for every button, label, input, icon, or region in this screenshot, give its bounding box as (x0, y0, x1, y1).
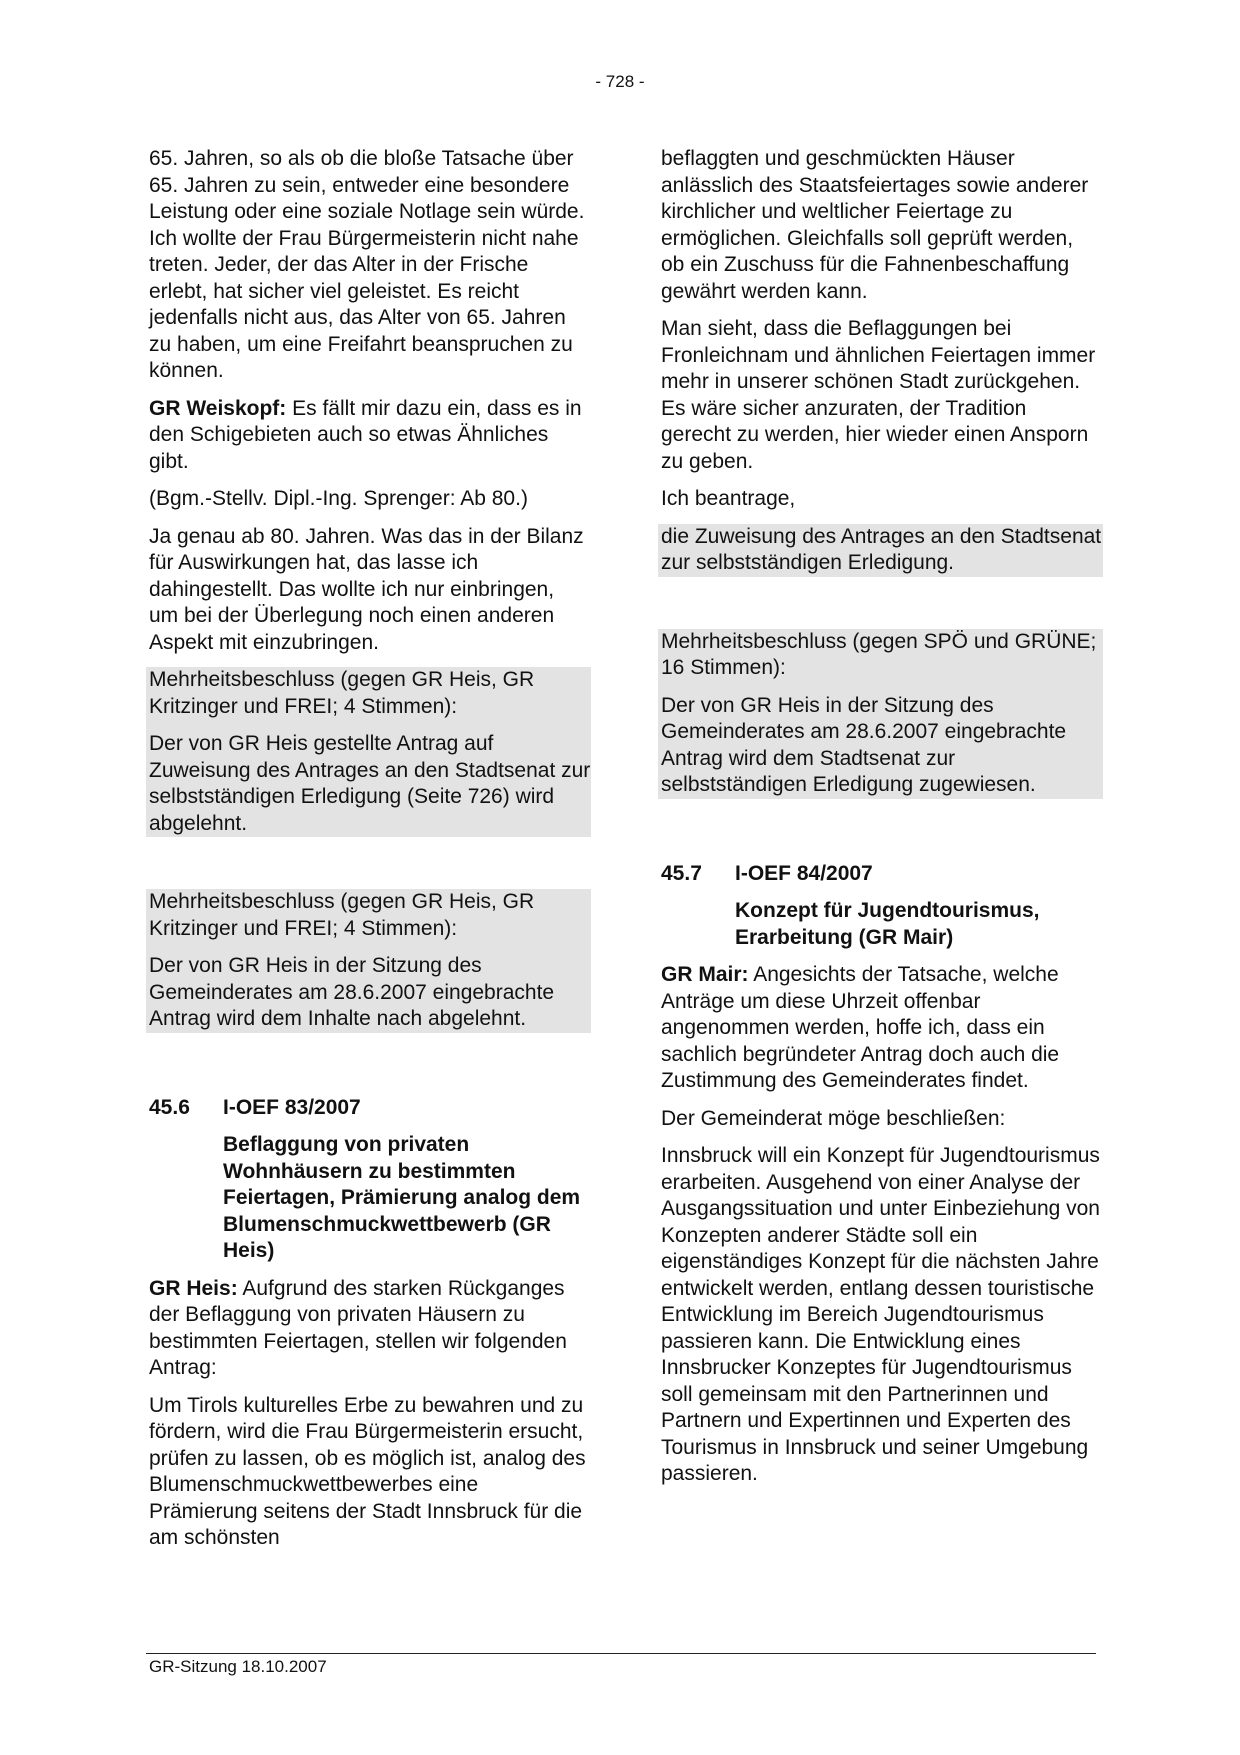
footer-text: GR-Sitzung 18.10.2007 (149, 1657, 327, 1676)
concept-paragraph: Innsbruck will ein Konzept für Jugendtourismus erarbeiten. Ausgehend von einer Analyse der Ausgangssituation und unter Einbeziehung von Konzepten anderer Städte soll ein eigenständiges Konzept für die nächsten Jahre entwickelt werden, entlang dessen touristische Entwicklung im Bereich Jugendtourismus passieren kann. Die Entwicklung eines Innsbrucker Konzeptes für Jugendtourismus soll gemeinsam mit den Partnerinnen und Partnern und Expertinnen und Experten des Tourismus in Innsbruck und seiner Umgebung passieren. (661, 1144, 1100, 1485)
left-column (146, 146, 591, 1563)
council-resolves: Der Gemeinderat möge beschließen: (661, 1106, 1006, 1130)
agenda-item-number: 45.7 (661, 861, 702, 885)
agenda-item-heading (149, 1095, 588, 1122)
footer-divider (146, 1653, 1096, 1654)
spacer (146, 1033, 588, 1095)
speaker-label: GR Heis: (149, 1276, 238, 1300)
resolution-title: Mehrheitsbeschluss (gegen SPÖ und GRÜNE; 16 Stimmen): (661, 629, 1097, 679)
spacer (658, 799, 1100, 861)
spacer (146, 837, 588, 889)
statement-text: Es fällt mir dazu ein, dass es in den Schigebieten auch so etwas Ähnliches gibt. (149, 396, 582, 473)
request-body: die Zuweisung des Antrages an den Stadtsenat zur selbstständigen Erledigung. (661, 524, 1102, 574)
agenda-item-title: Beflaggung von privaten Wohnhäusern zu bestimmten Feiertagen, Prämierung analog dem Blumenschmuckwettbewerb (GR Heis) (223, 1133, 581, 1262)
observation-paragraph: Man sieht, dass die Beflaggungen bei Fronleichnam und ähnlichen Feiertagen immer mehr in unserer schönen Stadt zurückgehen. Es wäre sicher anzuraten, der Tradition gerecht zu werden, hier wieder einen Ansporn zu geben. (661, 317, 1096, 473)
resolution-title: Mehrheitsbeschluss (gegen GR Heis, GR Kritzinger und FREI; 4 Stimmen): (149, 890, 535, 940)
resolution-text: Der von GR Heis in der Sitzung des Gemeinderates am 28.6.2007 eingebrachte Antrag wird dem Inhalte nach abgelehnt. (149, 954, 555, 1030)
heis-statement (146, 1276, 588, 1382)
weiskopf-statement (146, 396, 588, 476)
statement-text: Angesichts der Tatsache, welche Anträge um diese Uhrzeit offenbar angenommen werden, hoffe ich, dass ein sachlich begründeter Antrag doch auch die Zustimmung des Gemeinderates findet. (661, 963, 1060, 1092)
request-box (658, 524, 1103, 577)
resolution-title: Mehrheitsbeschluss (gegen GR Heis, GR Kritzinger und FREI; 4 Stimmen): (149, 668, 535, 718)
agenda-item-code: I-OEF 84/2007 (735, 861, 873, 885)
agenda-item-number: 45.6 (149, 1095, 190, 1119)
resolution-box (146, 889, 591, 1033)
reply-paragraph: Ja genau ab 80. Jahren. Was das in der Bilanz für Auswirkungen hat, das lasse ich dahingestellt. Das wollte ich nur einbringen, um bei der Überlegung noch einen anderen Aspekt mit einzubringen. (149, 524, 584, 654)
mair-statement (658, 962, 1100, 1095)
motion-paragraph: Um Tirols kulturelles Erbe zu bewahren und zu fördern, wird die Frau Bürgermeisterin ersucht, prüfen zu lassen, ob es möglich ist, analog des Blumenschmuckwettbewerbes eine Prämierung seitens der Stadt Innsbruck für die am schönsten (149, 1393, 586, 1549)
resolution-text: Der von GR Heis gestellte Antrag auf Zuweisung des Antrages an den Stadtsenat zur selbstständigen Erledigung (Seite 726) wird abgelehnt. (149, 732, 591, 835)
continuation-paragraph: beflaggten und geschmückten Häuser anlässlich des Staatsfeiertages sowie anderer kirchlicher und weltlicher Feiertage zu ermöglichen. Gleichfalls soll geprüft werden, ob ein Zuschuss für die Fahnenbeschaffung gewährt werden kann. (661, 147, 1089, 303)
statement-text: Aufgrund des starken Rückganges der Beflaggung von privaten Häusern zu bestimmten Feiertagen, stellen wir folgenden Antrag: (149, 1276, 567, 1379)
speaker-label: GR Mair: (661, 963, 749, 986)
request-paragraph: Ich beantrage, (661, 487, 796, 510)
speaker-label: GR Weiskopf: (149, 396, 287, 420)
resolution-box (146, 667, 591, 837)
right-column (658, 146, 1100, 1499)
agenda-item-code: I-OEF 83/2007 (223, 1095, 361, 1119)
resolution-box (658, 629, 1103, 799)
page-number: - 728 - (595, 72, 645, 91)
agenda-item-heading (661, 861, 1100, 888)
agenda-item-title: Konzept für Jugendtourismus, Erarbeitung (GR Mair) (735, 899, 1040, 949)
intro-paragraph: 65. Jahren, so als ob die bloße Tatsache über 65. Jahren zu sein, entweder eine besondere Leistung oder eine soziale Notlage sein würde. Ich wollte der Frau Bürgermeisterin nicht nahe treten. Jeder, der das Alter in der Frische erlebt, hat sicher viel geleistet. Es reicht jedenfalls nicht aus, das Alter von 65. Jahren zu haben, um eine Freifahrt beanspruchen zu können. (149, 147, 585, 382)
resolution-text: Der von GR Heis in der Sitzung des Gemeinderates am 28.6.2007 eingebrachte Antrag wird dem Stadtsenat zur selbstständigen Erledigung zugewiesen. (661, 693, 1067, 796)
interjection: (Bgm.-Stellv. Dipl.-Ing. Sprenger: Ab 80.) (149, 487, 528, 510)
spacer (658, 577, 1100, 629)
